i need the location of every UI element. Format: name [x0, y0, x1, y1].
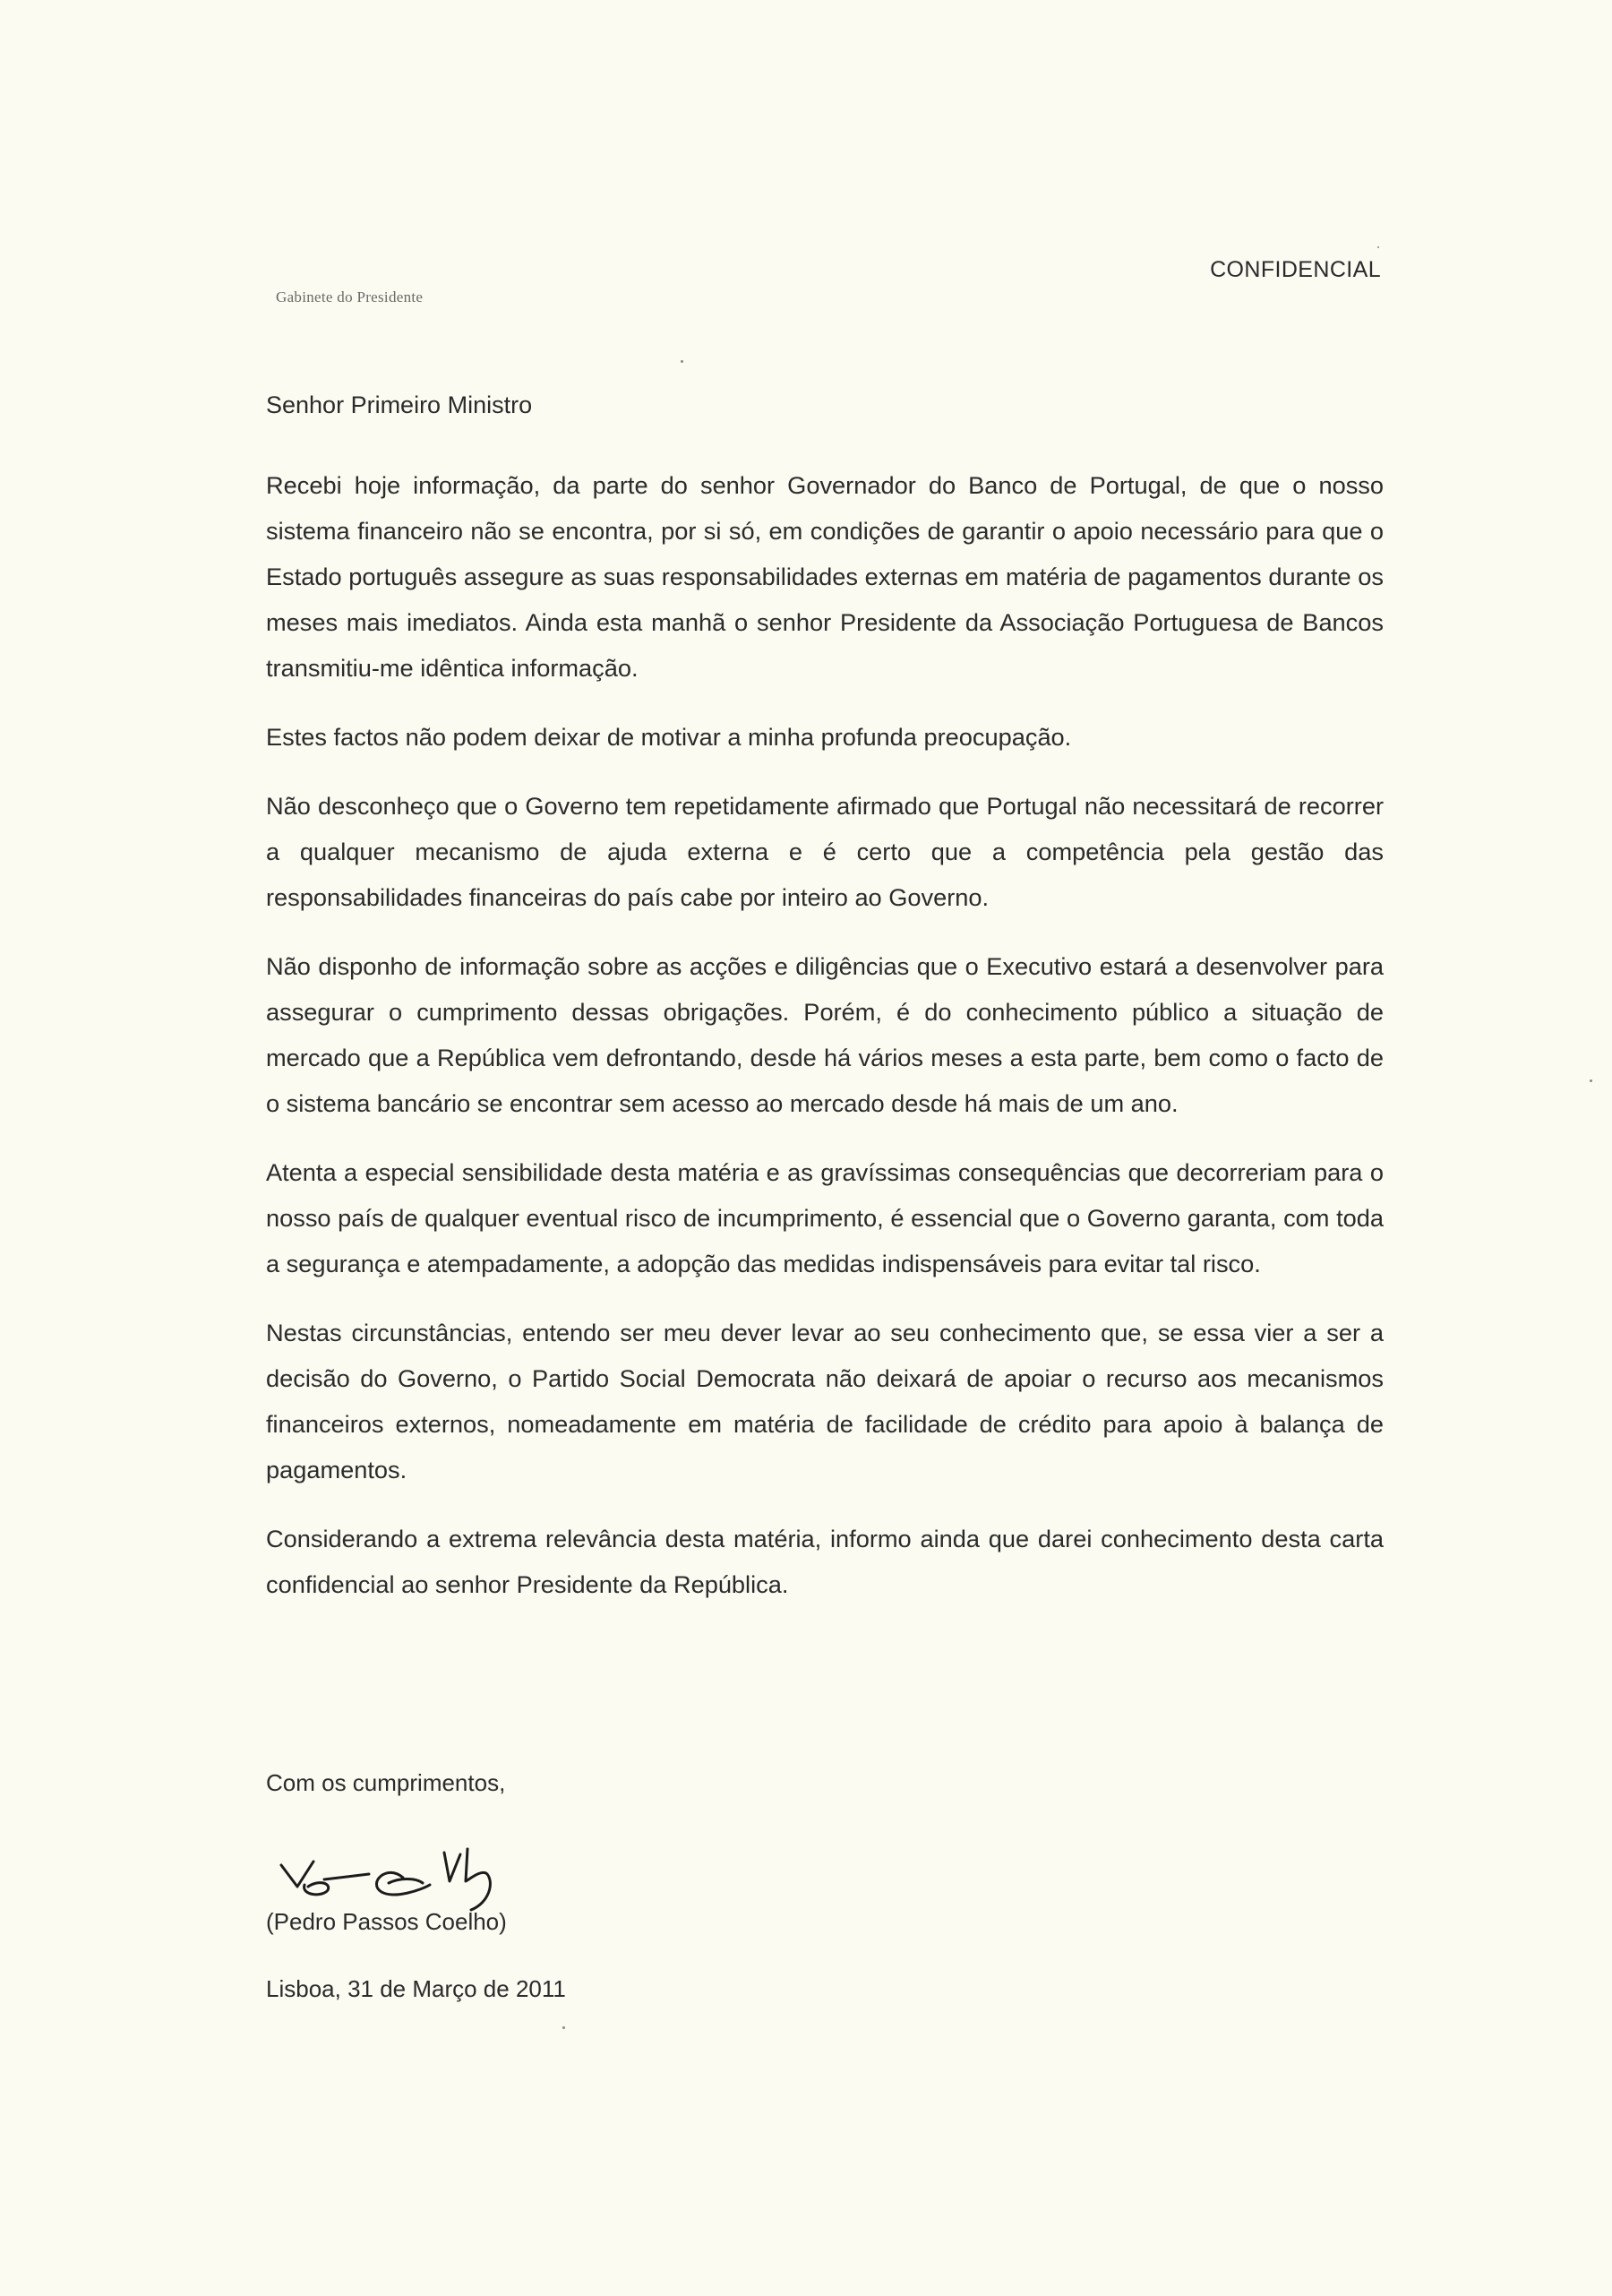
- signer-name: (Pedro Passos Coelho): [266, 1908, 507, 1935]
- salutation: Senhor Primeiro Ministro: [266, 391, 533, 418]
- closing: Com os cumprimentos,: [266, 1769, 506, 1796]
- place-and-date: Lisboa, 31 de Março de 2011: [266, 1975, 566, 2002]
- classification-label: CONFIDENCIAL: [1210, 257, 1381, 282]
- letter-body: [266, 462, 1384, 1630]
- paper-speck: [1590, 1079, 1592, 1082]
- paper-speck: [1377, 246, 1379, 248]
- paper-speck: [681, 360, 683, 363]
- paragraph-governo: Não desconheço que o Governo tem repetidamente afirmado que Portugal não necessitará de recorrer a qualquer mecanismo de ajuda externa e é certo que a competência pela gestão das responsabilidades financeiras do país cabe por inteiro ao Governo.: [266, 792, 1384, 911]
- letterhead: Gabinete do Presidente: [276, 288, 424, 305]
- paragraph-banco-de-portugal: Recebi hoje informação, da parte do senhor Governador do Banco de Portugal, de que o nosso sistema financeiro não se encontra, por si só, em condições de garantir o apoio necessário para que o Estado português assegure as suas responsabilidades externas em matéria de pagamentos durante os meses mais imediatos. Ainda esta manhã o senhor Presidente da Associação Portuguesa de Bancos transmitiu-me idêntica informação.: [266, 471, 1384, 682]
- paper-speck: [562, 2026, 565, 2029]
- paragraph-circunstancias: Nestas circunstâncias, entendo ser meu dever levar ao seu conhecimento que, se essa vier a ser a decisão do Governo, o Partido Social Democrata não deixará de apoiar o recurso aos mecanismos financeiros externos, nomeadamente em matéria de facilidade de crédito para apoio à balança de pagamentos.: [266, 1319, 1384, 1483]
- paragraph-sensibilidade: Atenta a especial sensibilidade desta matéria e as gravíssimas consequências que decorreriam para o nosso país de qualquer eventual risco de incumprimento, é essencial que o Governo garanta, com toda a segurança e atempadamente, a adopção das medidas indispensáveis para evitar tal risco.: [266, 1158, 1384, 1277]
- paragraph-executivo: Não disponho de informação sobre as acções e diligências que o Executivo estará a desenvolver para assegurar o cumprimento dessas obrigações. Porém, é do conhecimento público a situação de mercado que a República vem defrontando, desde há vários meses a esta parte, bem como o facto de o sistema bancário se encontrar sem acesso ao mercado desde há mais de um ano.: [266, 952, 1384, 1117]
- paragraph-presidente-republica: Considerando a extrema relevância desta matéria, informo ainda que darei conhecimento desta carta confidencial ao senhor Presidente da República.: [266, 1525, 1384, 1598]
- paragraph-preocupacao: Estes factos não podem deixar de motivar a minha profunda preocupação.: [266, 723, 1072, 751]
